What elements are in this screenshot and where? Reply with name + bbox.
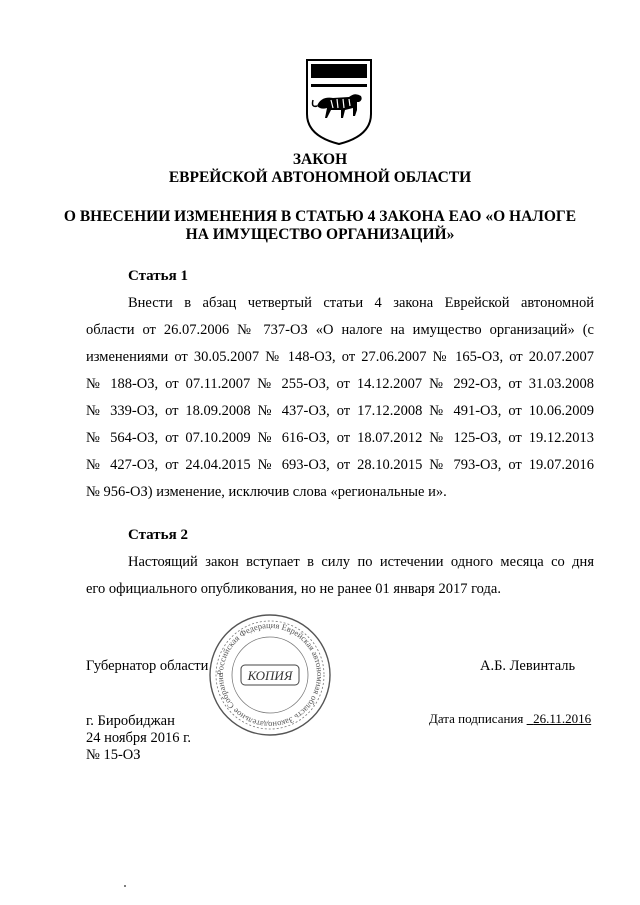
article-2-line: Настоящий закон вступает в силу по истечении одного месяца со дня (128, 554, 594, 570)
article-1-line: области от 26.07.2006 № 737-ОЗ «О налоге на имущество организаций» (с (86, 322, 594, 338)
article-1-line: № 339-ОЗ, от 18.09.2008 № 437-ОЗ, от 17.12.2008 № 491-ОЗ, от 10.06.2009 (86, 403, 594, 419)
sign-date-row (429, 711, 591, 727)
coat-of-arms-icon (303, 56, 375, 146)
law-label: ЗАКОН (292, 151, 348, 168)
law-title-line-1: О ВНЕСЕНИИ ИЗМЕНЕНИЯ В СТАТЬЮ 4 ЗАКОНА ЕАО «О НАЛОГЕ (63, 208, 577, 225)
region-label: ЕВРЕЙСКОЙ АВТОНОМНОЙ ОБЛАСТИ (168, 169, 472, 186)
governor-label: Губернатор области (86, 658, 209, 674)
seal-ring-text: Российская Федерация Еврейская автономная область Законодательное Собрание (214, 619, 326, 731)
article-2-heading: Статья 2 (128, 527, 188, 543)
scan-speck (124, 885, 126, 887)
governor-name: А.Б. Левинталь (480, 658, 576, 674)
article-1-line: № 564-ОЗ, от 07.10.2009 № 616-ОЗ, от 18.07.2012 № 125-ОЗ, от 19.12.2013 (86, 430, 594, 446)
article-1-line: № 956-ОЗ) изменение, исключив слова «региональные и». (86, 484, 447, 500)
official-seal (207, 612, 333, 738)
city-label: г. Биробиджан (86, 713, 175, 729)
article-1-line: изменениями от 30.05.2007 № 148-ОЗ, от 27.06.2007 № 165-ОЗ, от 20.07.2007 (86, 349, 594, 365)
article-1-line: № 188-ОЗ, от 07.11.2007 № 255-ОЗ, от 14.12.2007 № 292-ОЗ, от 31.03.2008 (86, 376, 594, 392)
sign-date-value: 26.11.2016 (533, 711, 592, 726)
article-1-line: Внести в абзац четвертый статьи 4 закона Еврейской автономной (128, 295, 594, 311)
law-title-line-2: НА ИМУЩЕСТВО ОРГАНИЗАЦИЙ» (185, 226, 455, 243)
article-2-line: его официального опубликования, но не ранее 01 января 2017 года. (86, 581, 501, 597)
sign-date-label: Дата подписания (429, 711, 524, 726)
article-1-line: № 427-ОЗ, от 24.04.2015 № 693-ОЗ, от 28.10.2015 № 793-ОЗ, от 19.07.2016 (86, 457, 594, 473)
article-1-heading: Статья 1 (128, 268, 188, 284)
law-number: № 15-ОЗ (86, 747, 141, 763)
law-date: 24 ноября 2016 г. (86, 730, 192, 746)
seal-center-text: КОПИЯ (247, 668, 293, 683)
